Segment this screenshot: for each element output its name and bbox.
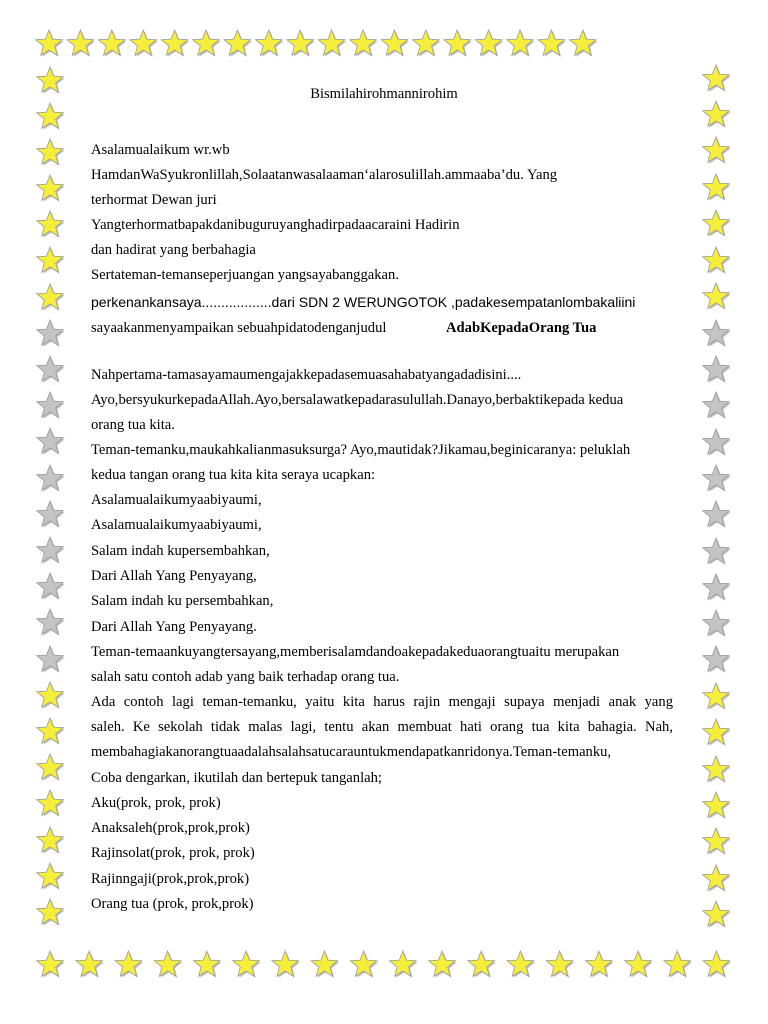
star-icon — [444, 30, 472, 57]
star-icon — [318, 30, 346, 57]
star-icon — [99, 30, 127, 57]
text-line: saleh. Ke sekolah tidak malas lagi, tentu akan membuat hati orang tua kita bahagia. Nah, — [91, 719, 673, 735]
star-icon — [703, 283, 731, 310]
star-icon — [37, 537, 65, 564]
text-line: membahagiakanorangtuaadalahsalahsatucarauntukmendapatkanridonya.Teman-temanku, — [91, 744, 612, 760]
star-icon — [76, 951, 104, 978]
text-line: Ayo,bersyukurkepadaAllah.Ayo,bersalawatkepadarasulullah.Danayo,berbaktikepada kedua — [91, 392, 624, 408]
star-icon — [570, 30, 598, 57]
text-line: dan hadirat yang berbahagia — [91, 242, 256, 258]
star-icon — [37, 320, 65, 347]
text-line: Asalamualaikumyaabiyaumi, — [91, 492, 262, 508]
star-icon — [37, 718, 65, 745]
text-line: Salam indah kupersembahkan, — [91, 543, 270, 559]
star-icon — [37, 573, 65, 600]
star-icon — [703, 101, 731, 128]
star-icon — [703, 951, 731, 978]
text-line: Yangterhormatbapakdanibuguruyanghadirpadaacaraini Hadirin — [91, 217, 460, 233]
star-icon — [130, 30, 158, 57]
text-line: terhormat Dewan juri — [91, 192, 217, 208]
star-icon — [311, 951, 339, 978]
star-icon — [703, 683, 731, 710]
star-icon — [625, 951, 653, 978]
text-line: kedua tangan orang tua kita kita seraya ucapkan: — [91, 467, 376, 483]
star-icon — [37, 247, 65, 274]
star-icon — [703, 174, 731, 201]
text-line: Dari Allah Yang Penyayang. — [91, 619, 257, 635]
star-icon — [37, 609, 65, 636]
star-icon — [586, 951, 614, 978]
star-icon — [193, 30, 221, 57]
star-icon — [37, 951, 65, 978]
star-icon — [703, 901, 731, 928]
star-icon — [350, 30, 378, 57]
star-icon — [507, 30, 535, 57]
text-line: Rajinngaji(prok,prok,prok) — [91, 871, 250, 887]
star-icon — [37, 682, 65, 709]
star-icon — [538, 30, 566, 57]
intro-phrase: sayaakanmenyampaikan sebuahpidatodenganjudul — [91, 320, 387, 336]
star-icon — [37, 139, 65, 166]
star-icon — [233, 951, 261, 978]
star-icon — [256, 30, 284, 57]
star-icon — [350, 951, 378, 978]
text-line: Orang tua (prok, prok,prok) — [91, 896, 254, 912]
star-icon — [37, 428, 65, 455]
star-icon — [703, 392, 731, 419]
star-icon — [37, 827, 65, 854]
star-icon — [507, 951, 535, 978]
star-icon — [429, 951, 457, 978]
star-icon — [703, 429, 731, 456]
star-icon — [703, 756, 731, 783]
star-icon — [37, 790, 65, 817]
star-icon — [703, 465, 731, 492]
star-icon — [703, 210, 731, 237]
star-icon — [381, 30, 409, 57]
star-icon — [390, 951, 418, 978]
star-icon — [37, 175, 65, 202]
star-icon — [703, 646, 731, 673]
text-line: salah satu contoh adab yang baik terhadap orang tua. — [91, 669, 400, 685]
star-icon — [703, 356, 731, 383]
star-icon — [37, 356, 65, 383]
star-icon — [703, 865, 731, 892]
star-icon — [287, 30, 315, 57]
speech-title: AdabKepadaOrang Tua — [446, 320, 597, 336]
star-icon — [37, 211, 65, 238]
text-line — [91, 319, 673, 337]
star-icon — [703, 828, 731, 855]
text-line: Ada contoh lagi teman-temanku, yaitu kita harus rajin mengaji supaya menjadi anak yang — [91, 694, 673, 710]
opening-greeting: Bismilahirohmannirohim — [310, 86, 458, 102]
text-line: HamdanWaSyukronlillah,Solaatanwasalaaman‘alarosulillah.ammaaba’du. Yang — [91, 167, 558, 183]
star-icon — [703, 137, 731, 164]
star-icon — [703, 320, 731, 347]
star-icon — [36, 30, 64, 57]
star-icon — [37, 863, 65, 890]
star-icon — [194, 951, 222, 978]
text-line: Asalamualaikum wr.wb — [91, 142, 230, 158]
star-icon — [37, 899, 65, 926]
text-line: Sertateman-temanseperjuangan yangsayabanggakan. — [91, 267, 399, 283]
star-icon — [161, 30, 189, 57]
text-line: Teman-temaankuyangtersayang,memberisalamdandoakepadakeduaorangtuaitu merupakan — [91, 644, 620, 660]
text-line: Anaksaleh(prok,prok,prok) — [91, 820, 250, 836]
star-icon — [37, 646, 65, 673]
star-icon — [67, 30, 95, 57]
star-icon — [475, 30, 503, 57]
text-line: Asalamualaikumyaabiyaumi, — [91, 517, 262, 533]
star-icon — [703, 538, 731, 565]
text-line: Teman-temanku,maukahkalianmasuksurga? Ayo,mautidak?Jikamau,beginicaranya: peluklah — [91, 442, 631, 458]
star-icon — [37, 501, 65, 528]
star-icon — [115, 951, 143, 978]
star-icon — [154, 951, 182, 978]
star-icon — [664, 951, 692, 978]
text-line: Nahpertama-tamasayamaumengajakkepadasemuasahabatyangadadisini.... — [91, 367, 522, 383]
star-icon — [37, 103, 65, 130]
text-line: Aku(prok, prok, prok) — [91, 795, 221, 811]
text-line: Rajinsolat(prok, prok, prok) — [91, 845, 255, 861]
star-icon — [703, 501, 731, 528]
star-icon — [224, 30, 252, 57]
star-icon — [703, 574, 731, 601]
text-line: Dari Allah Yang Penyayang, — [91, 568, 257, 584]
text-line: Salam indah ku persembahkan, — [91, 593, 274, 609]
star-icon — [703, 719, 731, 746]
star-icon — [703, 610, 731, 637]
text-line: Coba dengarkan, ikutilah dan bertepuk tanganlah; — [91, 770, 382, 786]
star-icon — [272, 951, 300, 978]
star-icon — [37, 754, 65, 781]
star-icon — [37, 284, 65, 311]
text-line: perkenankansaya..................dari SDN 2 WERUNGOTOK ,padakesempatanlombakaliini — [91, 294, 636, 310]
star-icon — [37, 465, 65, 492]
star-icon — [37, 392, 65, 419]
star-icon — [413, 30, 441, 57]
star-icon — [703, 792, 731, 819]
text-line: orang tua kita. — [91, 417, 175, 433]
star-icon — [468, 951, 496, 978]
star-icon — [703, 247, 731, 274]
star-icon — [546, 951, 574, 978]
